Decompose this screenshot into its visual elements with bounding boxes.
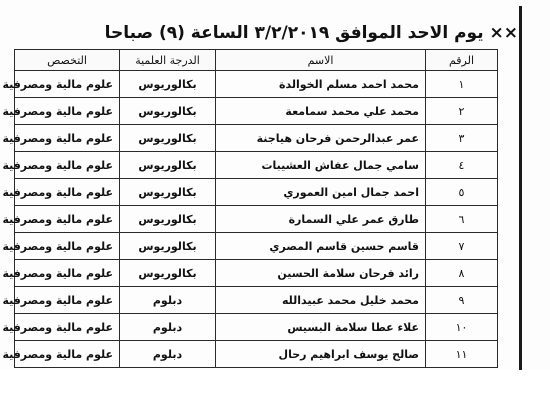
candidates-table — [2, 49, 498, 368]
table-header-row — [15, 50, 498, 71]
table-row — [15, 233, 498, 260]
document-title: ×× يوم الاحد الموافق ٣/٢/٢٠١٩ الساعة (٩) صباحا — [104, 23, 518, 43]
table-row — [15, 287, 498, 314]
row-name-cell: محمد احمد مسلم الخوالدة — [216, 71, 426, 98]
row-name-cell: علاء عطا سلامة البسيس — [216, 314, 426, 341]
header-specialization: التخصص — [15, 50, 120, 71]
row-number-cell: ١ — [426, 71, 498, 98]
row-specialization-cell: علوم مالية ومصرفية — [15, 314, 120, 341]
row-number-cell: ٨ — [426, 260, 498, 287]
row-number-cell: ٢ — [426, 98, 498, 125]
table-row — [15, 260, 498, 287]
row-degree-cell: بكالوريوس — [120, 233, 216, 260]
row-degree-cell: دبلوم — [120, 314, 216, 341]
row-number-cell: ٤ — [426, 152, 498, 179]
row-degree-cell: بكالوريوس — [120, 260, 216, 287]
row-degree-cell: بكالوريوس — [120, 206, 216, 233]
table-row — [15, 71, 498, 98]
header-degree: الدرجة العلمية — [120, 50, 216, 71]
table-row — [15, 98, 498, 125]
row-number-cell: ٩ — [426, 287, 498, 314]
row-specialization-cell: علوم مالية ومصرفية — [15, 287, 120, 314]
table-row — [15, 314, 498, 341]
table-row — [15, 341, 498, 368]
row-degree-cell: بكالوريوس — [120, 71, 216, 98]
table-row — [15, 179, 498, 206]
row-specialization-cell: علوم مالية ومصرفية — [15, 71, 120, 98]
row-name-cell: رائد فرحان سلامة الحسين — [216, 260, 426, 287]
row-name-cell: محمد علي محمد سمامعة — [216, 98, 426, 125]
row-specialization-cell: علوم مالية ومصرفية — [15, 233, 120, 260]
row-number-cell: ١٠ — [426, 314, 498, 341]
row-degree-cell: بكالوريوس — [120, 98, 216, 125]
row-specialization-cell: علوم مالية ومصرفية — [15, 341, 120, 368]
table-body — [2, 71, 498, 368]
header-number: الرقم — [426, 50, 498, 71]
row-name-cell: عمر عبدالرحمن فرحان هياجنة — [216, 125, 426, 152]
row-number-cell: ٥ — [426, 179, 498, 206]
header-name: الاسم — [216, 50, 426, 71]
row-specialization-cell: علوم مالية ومصرفية — [15, 260, 120, 287]
row-name-cell: قاسم حسين قاسم المصري — [216, 233, 426, 260]
row-number-cell: ٦ — [426, 206, 498, 233]
row-specialization-cell: علوم مالية ومصرفية — [15, 98, 120, 125]
row-number-cell: ٧ — [426, 233, 498, 260]
table-row — [15, 206, 498, 233]
page-edge-rule — [519, 6, 522, 390]
row-degree-cell: دبلوم — [120, 341, 216, 368]
row-name-cell: سامي جمال عفاش العشيبات — [216, 152, 426, 179]
row-number-cell: ١١ — [426, 341, 498, 368]
row-degree-cell: بكالوريوس — [120, 179, 216, 206]
row-degree-cell: دبلوم — [120, 287, 216, 314]
row-specialization-cell: علوم مالية ومصرفية — [15, 152, 120, 179]
page-bottom-margin — [0, 370, 550, 400]
row-specialization-cell: علوم مالية ومصرفية — [15, 125, 120, 152]
row-name-cell: احمد جمال امين العموري — [216, 179, 426, 206]
row-name-cell: محمد خليل محمد عبيدالله — [216, 287, 426, 314]
table-row — [15, 125, 498, 152]
row-degree-cell: بكالوريوس — [120, 152, 216, 179]
row-specialization-cell: علوم مالية ومصرفية — [15, 179, 120, 206]
table-row — [15, 152, 498, 179]
row-name-cell: طارق عمر علي السمارة — [216, 206, 426, 233]
row-number-cell: ٣ — [426, 125, 498, 152]
row-specialization-cell: علوم مالية ومصرفية — [15, 206, 120, 233]
row-degree-cell: بكالوريوس — [120, 125, 216, 152]
row-name-cell: صالح يوسف ابراهيم رحال — [216, 341, 426, 368]
